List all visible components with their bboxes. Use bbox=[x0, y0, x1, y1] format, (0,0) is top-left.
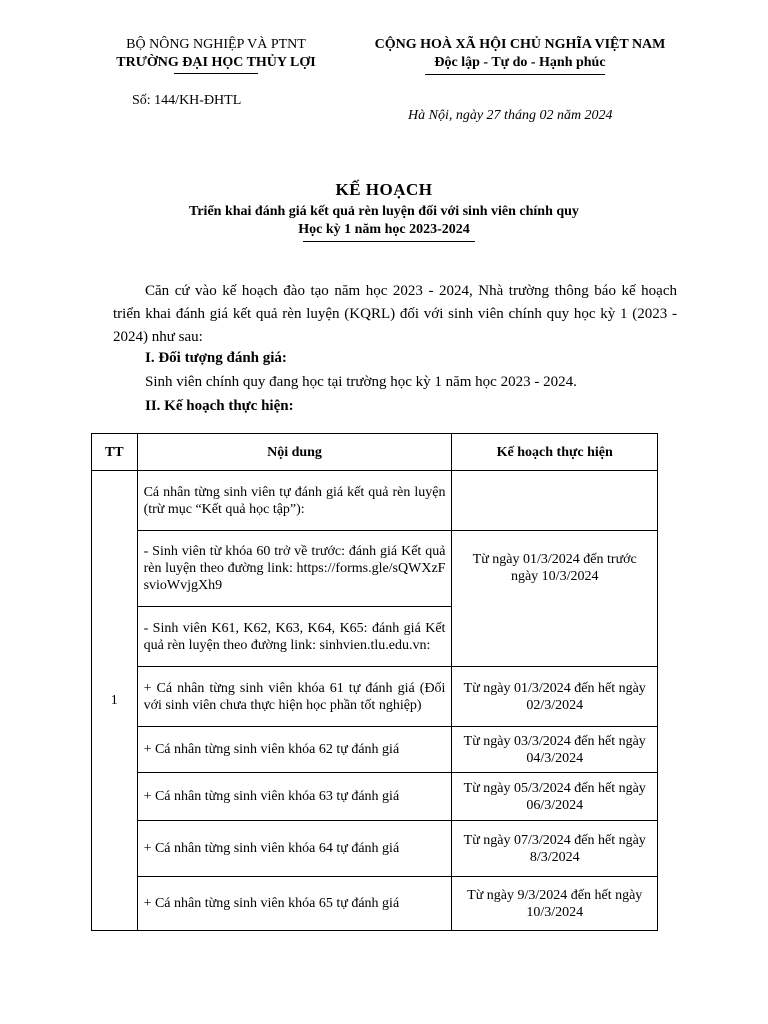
nation-name: CỘNG HOÀ XÃ HỘI CHỦ NGHĨA VIỆT NAM bbox=[374, 37, 666, 52]
row-plan: Từ ngày 03/3/2024 đến hết ngày 04/3/2024 bbox=[452, 727, 658, 773]
row-content: - Sinh viên K61, K62, K63, K64, K65: đánh giá Kết quả rèn luyện theo đường link: sinhvien.tlu.edu.vn: bbox=[137, 607, 452, 667]
section-1-heading: I. Đối tượng đánh giá: bbox=[145, 350, 287, 366]
table-row bbox=[92, 727, 658, 773]
title-underline bbox=[303, 241, 475, 242]
row-content: + Cá nhân từng sinh viên khóa 64 tự đánh giá bbox=[137, 821, 452, 877]
row-number: 1 bbox=[92, 471, 138, 931]
issuer-block bbox=[100, 36, 332, 72]
row-plan: Từ ngày 01/3/2024 đến hết ngày 02/3/2024 bbox=[452, 667, 658, 727]
section-2-heading: II. Kế hoạch thực hiện: bbox=[145, 398, 294, 414]
table-row bbox=[92, 773, 658, 821]
document-date: Hà Nội, ngày 27 tháng 02 năm 2024 bbox=[408, 108, 613, 123]
header-content: Nội dung bbox=[137, 434, 452, 471]
row-plan: Từ ngày 01/3/2024 đến trước ngày 10/3/2024 bbox=[452, 531, 658, 667]
intro-paragraph: Căn cứ vào kế hoạch đào tạo năm học 2023 - 2024, Nhà trường thông báo kế hoạch triển khai đánh giá kết quả rèn luyện (KQRL) đối với sinh viên chính quy học kỳ 1 (2023 - 2024) như sau: bbox=[113, 283, 677, 345]
row-content: Cá nhân từng sinh viên tự đánh giá kết quả rèn luyện (trừ mục “Kết quả học tập”): bbox=[137, 471, 452, 531]
header-tt: TT bbox=[92, 434, 138, 471]
plan-table bbox=[91, 433, 658, 931]
motto-underline bbox=[425, 74, 605, 75]
national-motto: Độc lập - Tự do - Hạnh phúc bbox=[434, 55, 606, 70]
row-content: - Sinh viên từ khóa 60 trở về trước: đánh giá Kết quả rèn luyện theo đường link: https://forms.gle/sQWXzFsvioWvjgXh9 bbox=[137, 531, 452, 607]
table-row bbox=[92, 821, 658, 877]
table-row bbox=[92, 877, 658, 931]
row-plan: Từ ngày 07/3/2024 đến hết ngày 8/3/2024 bbox=[452, 821, 658, 877]
row-content: + Cá nhân từng sinh viên khóa 65 tự đánh giá bbox=[137, 877, 452, 931]
row-content: + Cá nhân từng sinh viên khóa 63 tự đánh giá bbox=[137, 773, 452, 821]
ministry-name: BỘ NÔNG NGHIỆP VÀ PTNT bbox=[126, 37, 306, 52]
national-heading bbox=[350, 36, 690, 72]
row-plan: Từ ngày 05/3/2024 đến hết ngày 06/3/2024 bbox=[452, 773, 658, 821]
table-row bbox=[92, 667, 658, 727]
row-content: + Cá nhân từng sinh viên khóa 62 tự đánh giá bbox=[137, 727, 452, 773]
table-header-row bbox=[92, 434, 658, 471]
document-subtitle-line2: Học kỳ 1 năm học 2023-2024 bbox=[298, 222, 470, 237]
row-plan: Từ ngày 9/3/2024 đến hết ngày 10/3/2024 bbox=[452, 877, 658, 931]
row-plan bbox=[452, 471, 658, 531]
document-title: KẾ HOẠCH bbox=[335, 180, 433, 199]
document-subtitle-line1: Triển khai đánh giá kết quả rèn luyện đối với sinh viên chính quy bbox=[189, 204, 579, 219]
header-plan: Kế hoạch thực hiện bbox=[452, 434, 658, 471]
table-row bbox=[92, 471, 658, 531]
issuer-underline bbox=[174, 73, 258, 74]
row-content: + Cá nhân từng sinh viên khóa 61 tự đánh giá (Đối với sinh viên chưa thực hiện học phần tốt nghiệp) bbox=[137, 667, 452, 727]
section-1-text: Sinh viên chính quy đang học tại trường học kỳ 1 năm học 2023 - 2024. bbox=[145, 374, 577, 390]
table-row bbox=[92, 531, 658, 607]
document-number: Số: 144/KH-ĐHTL bbox=[132, 93, 242, 108]
university-name: TRƯỜNG ĐẠI HỌC THỦY LỢI bbox=[116, 55, 316, 70]
